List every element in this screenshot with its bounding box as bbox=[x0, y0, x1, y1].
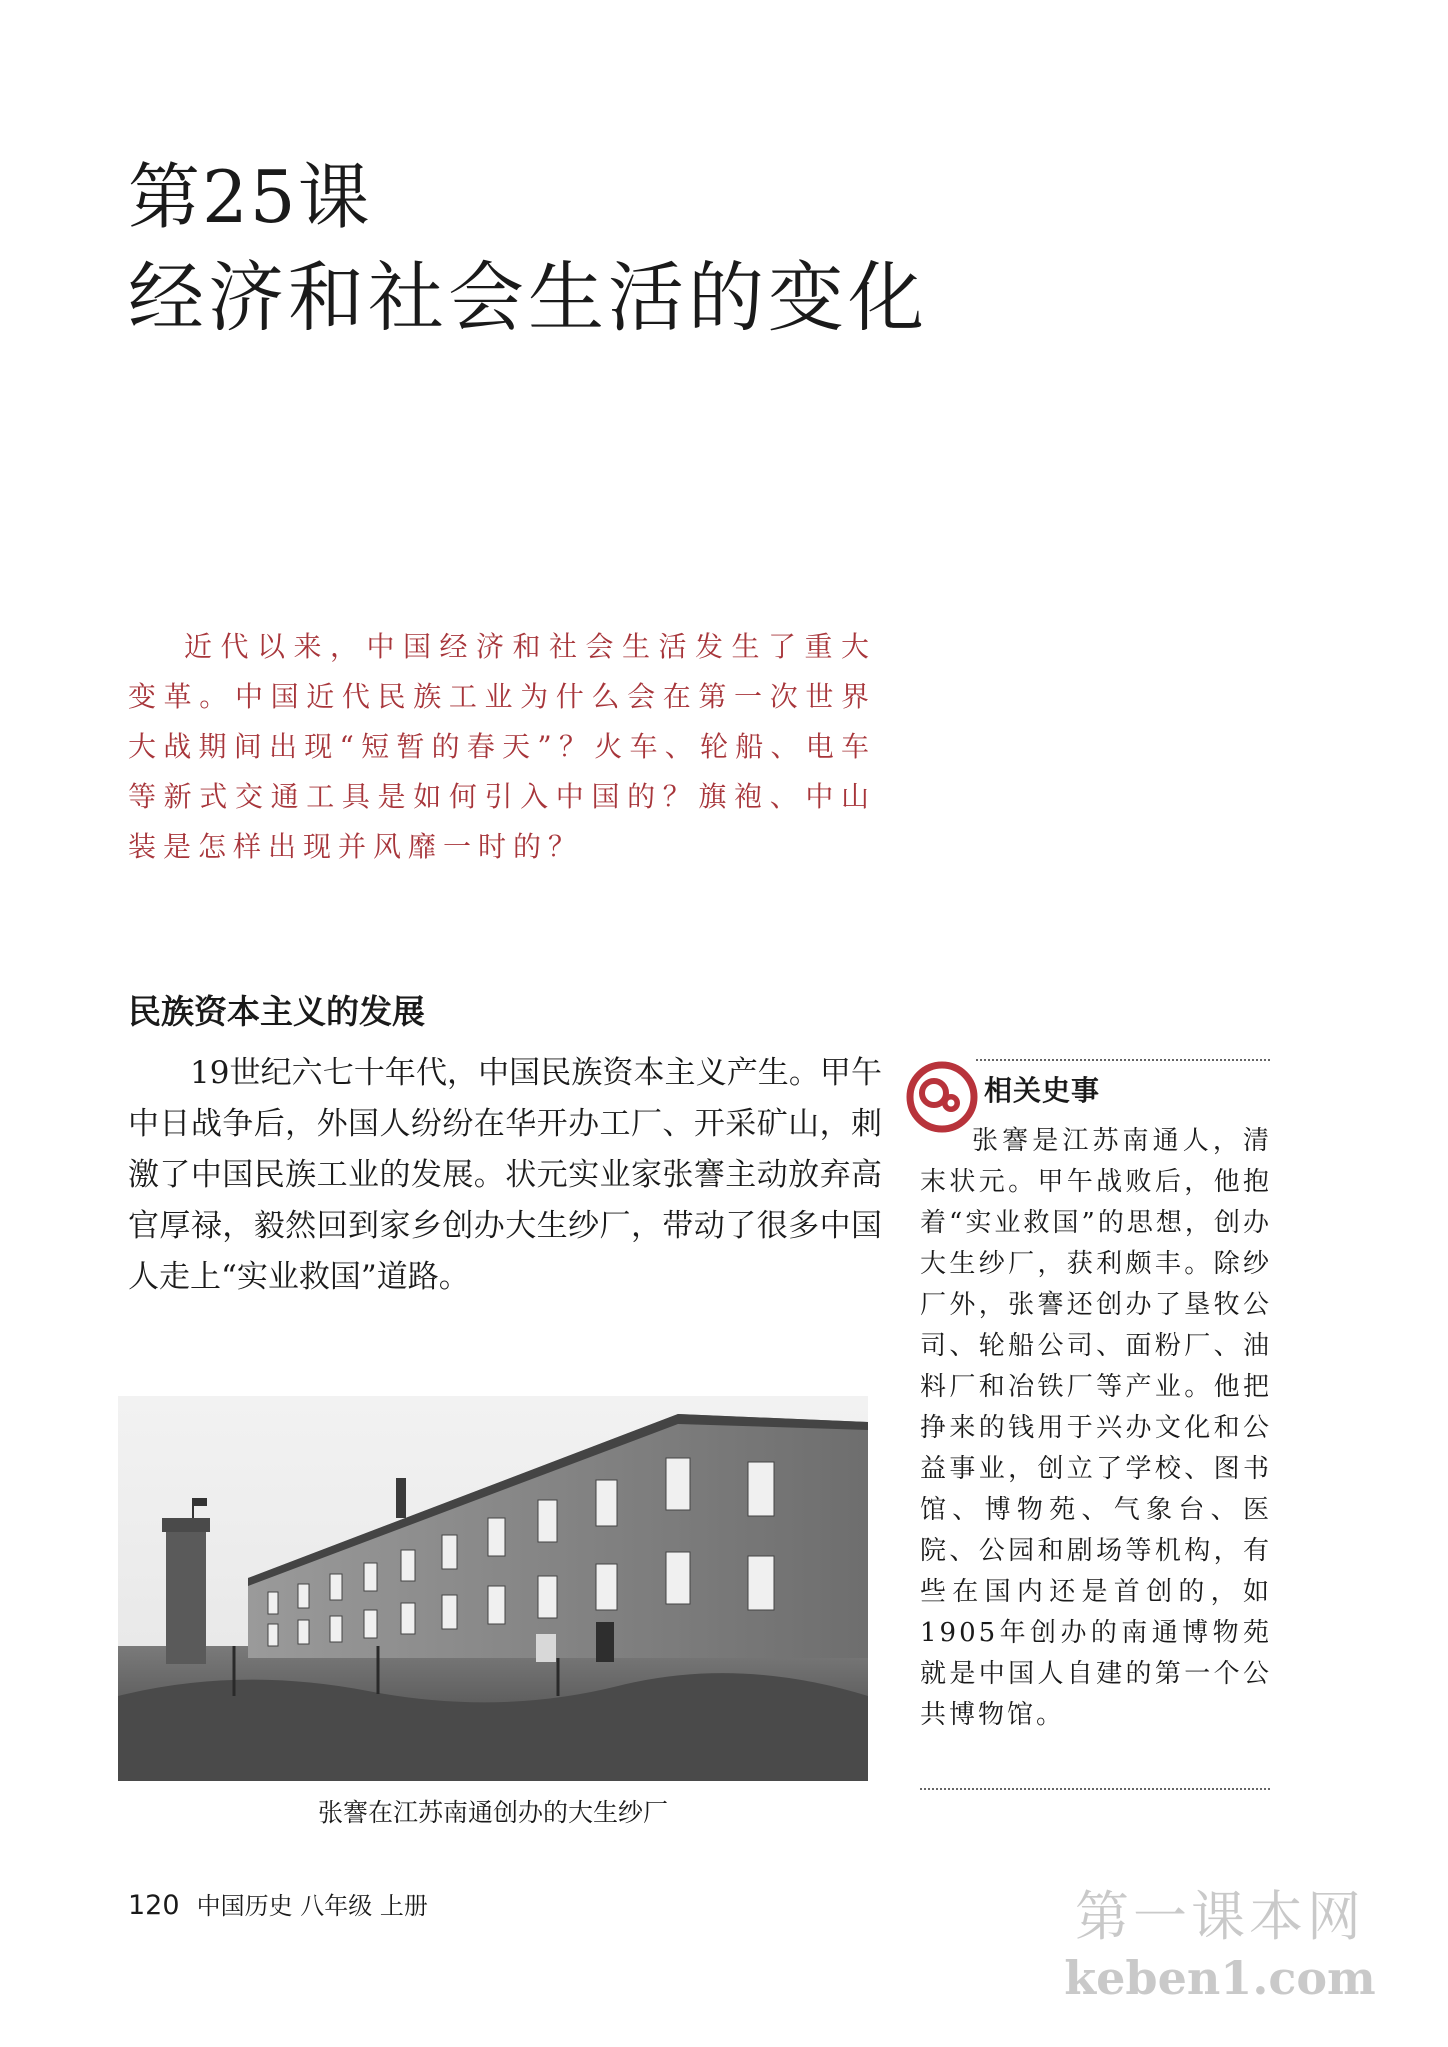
watermark-line1: 第一课本网 bbox=[1075, 1885, 1365, 1948]
intro-paragraph: 近代以来，中国经济和社会生活发生了重大变革。中国近代民族工业为什么会在第一次世界大战期间出现“短暂的春天”？火车、轮船、电车等新式交通工具是如何引入中国的？旗袍、中山装是怎样出现并风靡一时的？ bbox=[128, 630, 876, 863]
section-heading: 民族资本主义的发展 bbox=[128, 992, 425, 1031]
book-title: 中国历史 八年级 上册 bbox=[196, 1892, 428, 1920]
page-number: 120 bbox=[128, 1890, 180, 1921]
sidebar-top-rule bbox=[976, 1059, 1270, 1061]
lesson-number: 第25课 bbox=[128, 155, 372, 239]
photo-caption: 张謇在江苏南通创办的大生纱厂 bbox=[317, 1798, 668, 1827]
watermark bbox=[1050, 1884, 1390, 2006]
sidebar-text: 张謇是江苏南通人，清末状元。甲午战败后，他抱着“实业救国”的思想，创办大生纱厂，获利颇丰。除纱厂外，张謇还创办了垦牧公司、轮船公司、面粉厂、油料厂和冶铁厂等产业。他把挣来的钱用于兴办文化和公益事业，创立了学校、图书馆、博物苑、气象台、医院、公园和剧场等机构，有些在国内还是首创的，如1905年创办的南通博物苑就是中国人自建的第一个公共博物馆。 bbox=[920, 1126, 1272, 1730]
lesson-title: 经济和社会生活的变化 bbox=[128, 253, 928, 342]
sidebar-title: 相关史事 bbox=[984, 1074, 1101, 1107]
related-history-sidebar bbox=[904, 1051, 1274, 1792]
body-paragraph: 19世纪六七十年代，中国民族资本主义产生。甲午中日战争后，外国人纷纷在华开办工厂、开采矿山，刺激了中国民族工业的发展。状元实业家张謇主动放弃高官厚禄，毅然回到家乡创办大生纱厂，带动了很多中国人走上“实业救国”道路。 bbox=[128, 1055, 882, 1295]
watermark-line2: keben1.com bbox=[1064, 1951, 1376, 2005]
sidebar-bottom-rule bbox=[920, 1788, 1270, 1790]
factory-photo bbox=[118, 1396, 868, 1781]
page-footer bbox=[128, 1886, 428, 1921]
